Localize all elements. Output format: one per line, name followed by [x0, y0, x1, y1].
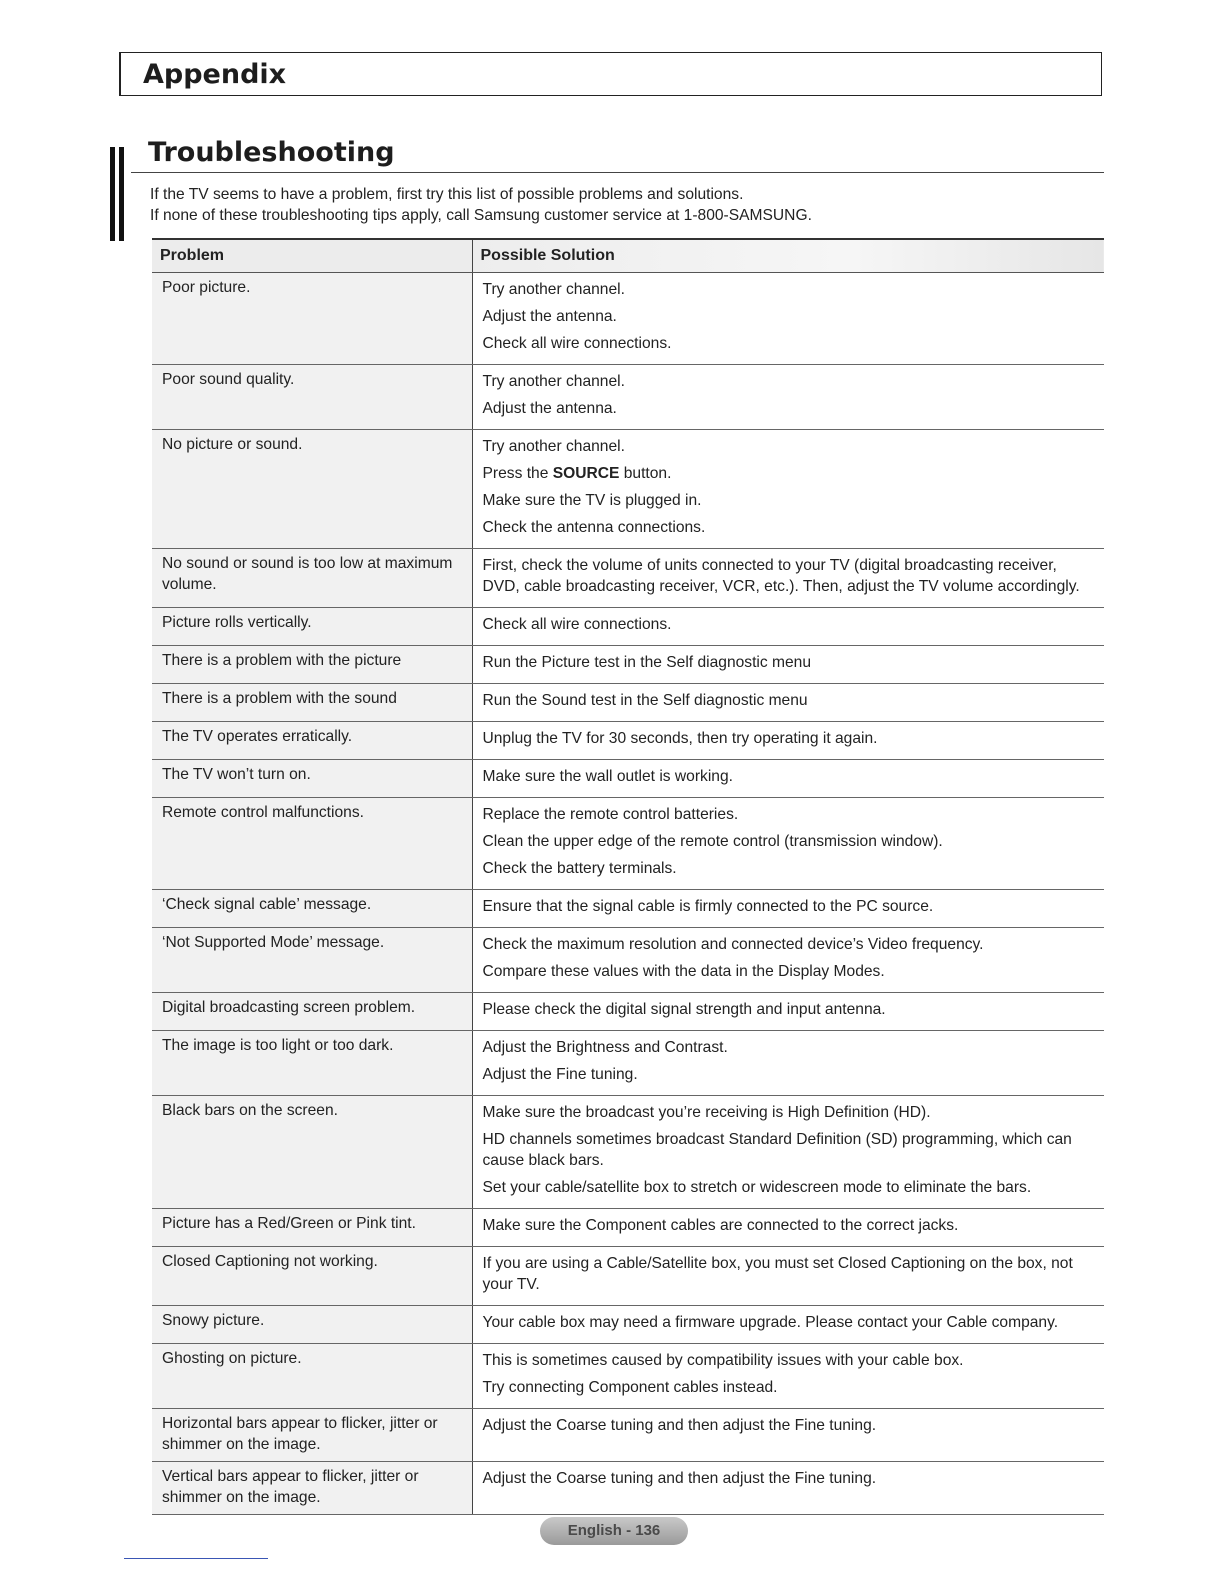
- solution-cell: [472, 1306, 1104, 1344]
- solution-line: [483, 369, 1097, 396]
- solution-line: [483, 277, 1097, 304]
- problem-cell: The TV operates erratically.: [152, 722, 472, 760]
- table-row: [152, 798, 1104, 890]
- solution-cell: [472, 890, 1104, 928]
- solution-text: Compare these values with the data in the Display Modes.: [482, 963, 885, 980]
- table-row: [152, 646, 1104, 684]
- solution-line: [483, 1062, 1097, 1089]
- table-row: [152, 760, 1104, 798]
- solution-text: Please check the digital signal strength and input antenna.: [482, 1001, 886, 1018]
- solution-line: [483, 1100, 1097, 1127]
- solution-line: [483, 856, 1097, 883]
- solution-line: [483, 932, 1097, 959]
- table-row: [152, 684, 1104, 722]
- solution-line: [483, 1413, 1097, 1440]
- table-row: [152, 1031, 1104, 1096]
- solution-cell: [472, 1209, 1104, 1247]
- solution-line: [483, 997, 1097, 1024]
- solution-text: Check the maximum resolution and connected device’s Video frequency.: [482, 936, 984, 953]
- solution-text: HD channels sometimes broadcast Standard Definition (SD) programming, which can cause black bars.: [482, 1131, 1072, 1169]
- solution-line: [483, 829, 1097, 856]
- solution-line: [483, 1251, 1097, 1299]
- page-number-badge: English - 136: [540, 1517, 688, 1545]
- solution-line: [483, 396, 1097, 423]
- section-title: Appendix: [143, 59, 287, 90]
- solution-text: Check all wire connections.: [482, 335, 672, 352]
- solution-line: [483, 304, 1097, 331]
- problem-cell: Vertical bars appear to flicker, jitter or shimmer on the image.: [152, 1462, 472, 1515]
- solution-text: Try another channel.: [482, 373, 625, 390]
- solution-cell: [472, 928, 1104, 993]
- solution-text: Adjust the Brightness and Contrast.: [482, 1039, 728, 1056]
- title-divider: [131, 172, 1104, 173]
- table-row: [152, 365, 1104, 430]
- problem-cell: The image is too light or too dark.: [152, 1031, 472, 1096]
- table-header-row: [152, 239, 1104, 273]
- table-row: [152, 722, 1104, 760]
- problem-cell: Digital broadcasting screen problem.: [152, 993, 472, 1031]
- solution-text: button.: [619, 465, 672, 482]
- solution-text: Make sure the broadcast you’re receiving is High Definition (HD).: [482, 1104, 931, 1121]
- solution-text: Press the: [482, 465, 553, 482]
- solution-line: [483, 331, 1097, 358]
- problem-cell: No picture or sound.: [152, 430, 472, 549]
- solution-text: Run the Sound test in the Self diagnostic menu: [482, 692, 808, 709]
- table-row: [152, 1096, 1104, 1209]
- solution-text: Adjust the antenna.: [482, 400, 617, 417]
- problem-cell: There is a problem with the sound: [152, 684, 472, 722]
- solution-text: This is sometimes caused by compatibility issues with your cable box.: [482, 1352, 964, 1369]
- solution-text: Run the Picture test in the Self diagnostic menu: [482, 654, 812, 671]
- solution-text: Try connecting Component cables instead.: [482, 1379, 778, 1396]
- problem-cell: Picture rolls vertically.: [152, 608, 472, 646]
- problem-cell: There is a problem with the picture: [152, 646, 472, 684]
- problem-cell: Closed Captioning not working.: [152, 1247, 472, 1306]
- solution-line: [483, 894, 1097, 921]
- table-row: [152, 928, 1104, 993]
- solution-line: [483, 1348, 1097, 1375]
- solution-cell: [472, 549, 1104, 608]
- table-row: [152, 1409, 1104, 1462]
- solution-text: Make sure the Component cables are connected to the correct jacks.: [482, 1217, 959, 1234]
- solution-cell: [472, 1031, 1104, 1096]
- solution-line: [483, 1213, 1097, 1240]
- solution-cell: [472, 798, 1104, 890]
- problem-cell: Black bars on the screen.: [152, 1096, 472, 1209]
- column-header-problem: Problem: [152, 239, 472, 273]
- solution-text: Adjust the Coarse tuning and then adjust the Fine tuning.: [482, 1470, 877, 1487]
- solution-line: [483, 612, 1097, 639]
- table-row: [152, 993, 1104, 1031]
- solution-text: Set your cable/satellite box to stretch or widescreen mode to eliminate the bars.: [482, 1179, 1032, 1196]
- solution-text: Adjust the Coarse tuning and then adjust the Fine tuning.: [482, 1417, 877, 1434]
- solution-text: Adjust the antenna.: [482, 308, 617, 325]
- solution-cell: [472, 684, 1104, 722]
- solution-line: [483, 688, 1097, 715]
- solution-line: [483, 488, 1097, 515]
- solution-line: [483, 515, 1097, 542]
- solution-cell: [472, 430, 1104, 549]
- solution-cell: [472, 365, 1104, 430]
- solution-text: Adjust the Fine tuning.: [482, 1066, 638, 1083]
- solution-cell: [472, 273, 1104, 365]
- troubleshooting-table: [152, 238, 1104, 1515]
- table-row: [152, 1344, 1104, 1409]
- solution-line: [483, 434, 1097, 461]
- solution-text: Check all wire connections.: [482, 616, 672, 633]
- solution-line: [483, 1375, 1097, 1402]
- solution-line: [483, 1310, 1097, 1337]
- solution-text: First, check the volume of units connected to your TV (digital broadcasting receiver, DVD, cable broadcasting receiver, VCR, etc.). Then, adjust the TV volume accordingly.: [482, 557, 1080, 595]
- solution-cell: [472, 1247, 1104, 1306]
- intro-line: If none of these troubleshooting tips apply, call Samsung customer service at 1-800-SAMSUNG.: [150, 206, 812, 224]
- solution-cell: [472, 1409, 1104, 1462]
- column-header-solution: Possible Solution: [472, 239, 1104, 273]
- solution-cell: [472, 1344, 1104, 1409]
- problem-cell: Picture has a Red/Green or Pink tint.: [152, 1209, 472, 1247]
- table-body: [152, 273, 1104, 1515]
- solution-text: Clean the upper edge of the remote control (transmission window).: [482, 833, 943, 850]
- solution-text: Make sure the TV is plugged in.: [482, 492, 702, 509]
- problem-cell: The TV won’t turn on.: [152, 760, 472, 798]
- table-row: [152, 1209, 1104, 1247]
- footer-divider: [124, 1558, 268, 1559]
- solution-text: Try another channel.: [482, 281, 625, 298]
- solution-cell: [472, 760, 1104, 798]
- problem-cell: Poor picture.: [152, 273, 472, 365]
- solution-line: [483, 461, 1097, 488]
- solution-line: [483, 1175, 1097, 1202]
- solution-cell: [472, 608, 1104, 646]
- solution-line: [483, 650, 1097, 677]
- table-row: [152, 608, 1104, 646]
- table-row: [152, 549, 1104, 608]
- solution-text: Ensure that the signal cable is firmly connected to the PC source.: [482, 898, 934, 915]
- solution-text: If you are using a Cable/Satellite box, you must set Closed Captioning on the box, not your TV.: [482, 1255, 1073, 1293]
- solution-emphasis: SOURCE: [552, 465, 620, 482]
- solution-cell: [472, 993, 1104, 1031]
- solution-line: [483, 1127, 1097, 1175]
- problem-cell: Ghosting on picture.: [152, 1344, 472, 1409]
- solution-text: Check the battery terminals.: [482, 860, 677, 877]
- table-row: [152, 890, 1104, 928]
- intro-text: [150, 185, 812, 226]
- solution-text: Make sure the wall outlet is working.: [482, 768, 733, 785]
- problem-cell: ‘Not Supported Mode’ message.: [152, 928, 472, 993]
- solution-line: [483, 764, 1097, 791]
- solution-cell: [472, 1462, 1104, 1515]
- table-row: [152, 273, 1104, 365]
- problem-cell: Remote control malfunctions.: [152, 798, 472, 890]
- solution-text: Try another channel.: [482, 438, 625, 455]
- solution-text: Unplug the TV for 30 seconds, then try operating it again.: [482, 730, 878, 747]
- problem-cell: Snowy picture.: [152, 1306, 472, 1344]
- solution-cell: [472, 1096, 1104, 1209]
- solution-text: Your cable box may need a firmware upgrade. Please contact your Cable company.: [482, 1314, 1059, 1331]
- problem-cell: Horizontal bars appear to flicker, jitter or shimmer on the image.: [152, 1409, 472, 1462]
- page-title: Troubleshooting: [148, 137, 395, 168]
- solution-line: [483, 726, 1097, 753]
- solution-line: [483, 959, 1097, 986]
- solution-line: [483, 1035, 1097, 1062]
- intro-line: If the TV seems to have a problem, first try this list of possible problems and solutions.: [150, 186, 744, 203]
- appendix-header-box: [119, 52, 1102, 96]
- problem-cell: Poor sound quality.: [152, 365, 472, 430]
- solution-line: [483, 553, 1097, 601]
- table-row: [152, 430, 1104, 549]
- solution-text: Replace the remote control batteries.: [482, 806, 739, 823]
- solution-cell: [472, 722, 1104, 760]
- problem-cell: ‘Check signal cable’ message.: [152, 890, 472, 928]
- table-row: [152, 1462, 1104, 1515]
- problem-cell: No sound or sound is too low at maximum volume.: [152, 549, 472, 608]
- table-row: [152, 1306, 1104, 1344]
- solution-cell: [472, 646, 1104, 684]
- solution-line: [483, 802, 1097, 829]
- solution-line: [483, 1466, 1097, 1493]
- table-row: [152, 1247, 1104, 1306]
- solution-text: Check the antenna connections.: [482, 519, 706, 536]
